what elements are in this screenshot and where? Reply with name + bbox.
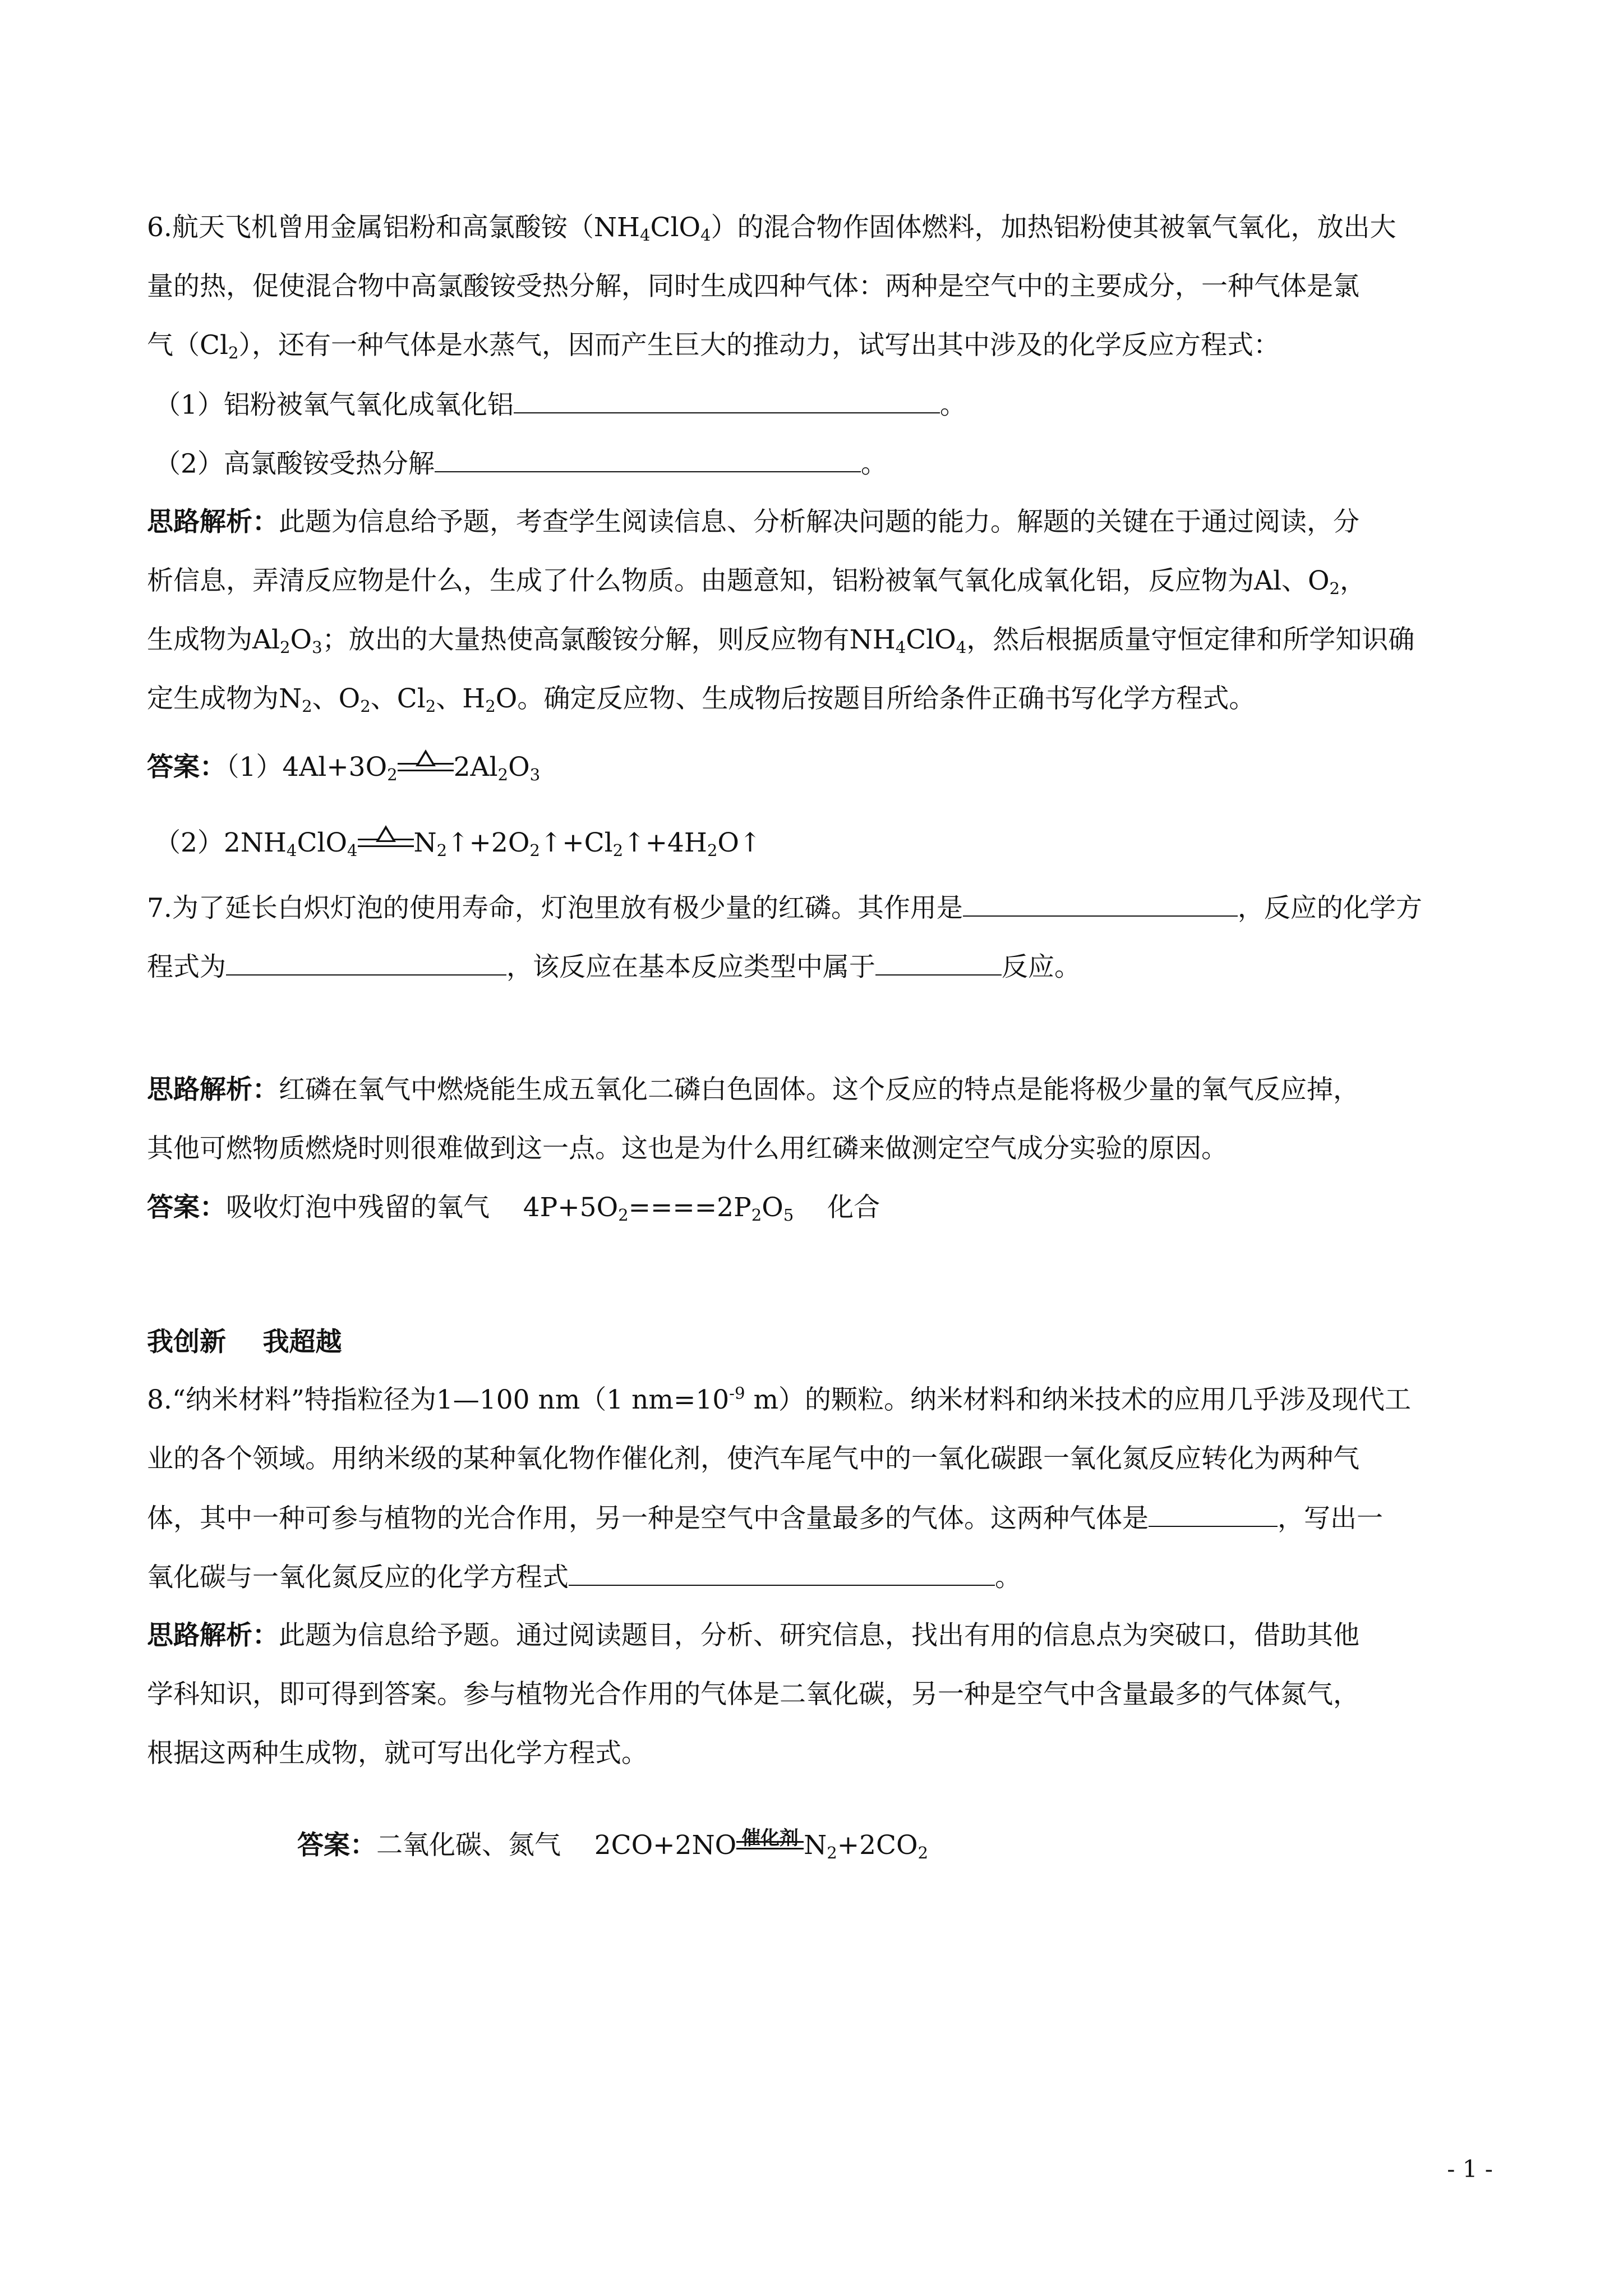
heating-equals-sign [358, 827, 414, 859]
answer-blank[interactable] [875, 951, 1002, 976]
answer8-line: 答案：二氧化碳、氮气 2CO+2NO 催化剂 $N_2+2CO_2$ [297, 1826, 929, 1863]
heating-equals-sign [398, 752, 454, 783]
analysis6-line-3: 生成物为$Al_2O_3$；放出的大量热使高氯酸铵分解，则反应物有$NH_4ClO_4$，然后根据质量守恒定律和所学知识确 [147, 624, 1415, 657]
answer-blank[interactable] [514, 389, 940, 413]
answer-blank[interactable] [963, 892, 1238, 917]
answer-blank[interactable] [569, 1561, 995, 1586]
q6-line-2: 量的热，促使混合物中高氯酸铵受热分解，同时生成四种气体：两种是空气中的主要成分，一种气体是氯 [147, 271, 1359, 302]
q6-subquestion-2: （2）高氯酸铵受热分解 。 [154, 448, 887, 480]
q8-line-4: 氧化碳与一氧化氮反应的化学方程式 。 [147, 1562, 1021, 1593]
q6-line-1: 6.航天飞机曾用金属铝粉和高氯酸铵$(NH_4ClO_4)$的混合物作固体燃料，加热铝粉使其被氧气氧化，放出大 [147, 212, 1396, 245]
analysis6-line-1: 思路解析：此题为信息给予题，考查学生阅读信息、分析解决问题的能力。解题的关键在于通过阅读，分 [147, 507, 1359, 537]
analysis6-line-2: 析信息，弄清反应物是什么，生成了什么物质。由题意知，铝粉被氧气氧化成氧化铝，反应物为Al、$O_2$， [147, 565, 1367, 599]
page-number: - 1 - [1447, 2155, 1493, 2183]
answer6-equation-2: $(2)2NH_4ClO_4$ $N_2↑+2O_2↑+Cl_2↑+4H_2O↑$ [154, 827, 761, 859]
answer7-line: 答案：吸收灯泡中残留的氧气 $4P+5O_2====2P_2O_5$ 化合 [147, 1192, 880, 1225]
q8-line-1: 8.“纳米材料”特指粒径为1—100 nm（1 $nm=10^{-9}$ m）的颗粒。纳米材料和纳米技术的应用几乎涉及现代工 [147, 1383, 1412, 1415]
analysis6-line-4: 定生成物为$N_2$、$O_2$、$Cl_2$、$H_2O$。确定反应物、生成物后按题目所给条件正确书写化学方程式。 [147, 683, 1256, 716]
section-heading: 我创新 我超越 [147, 1327, 342, 1358]
heat-triangle-icon [376, 825, 396, 842]
q8-line-2: 业的各个领域。用纳米级的某种氧化物作催化剂，使汽车尾气中的一氧化碳跟一氧化氮反应转化为两种气 [147, 1443, 1359, 1474]
q6-subquestion-1: （1）铝粉被氧气氧化成氧化铝 。 [154, 389, 966, 421]
q6-line-3: 气$(Cl_2)$，还有一种气体是水蒸气，因而产生巨大的推动力，试写出其中涉及的化学反应方程式： [147, 330, 1280, 363]
analysis7-line-2: 其他可燃物质燃烧时则很难做到这一点。这也是为什么用红磷来做测定空气成分实验的原因。 [147, 1133, 1228, 1164]
analysis7-line-1: 思路解析：红磷在氧气中燃烧能生成五氧化二磷白色固体。这个反应的特点是能将极少量的氧气反应掉， [147, 1074, 1359, 1105]
catalyst-equals-sign [736, 1826, 804, 1861]
answer-label: 答案： [297, 1830, 376, 1861]
answer-blank[interactable] [226, 951, 506, 976]
analysis8-line-1: 思路解析：此题为信息给予题。通过阅读题目，分析、研究信息，找出有用的信息点为突破口，借助其他 [147, 1620, 1359, 1651]
analysis-label: 思路解析： [147, 1620, 279, 1651]
heat-triangle-icon [416, 749, 436, 766]
answer-blank[interactable] [435, 448, 861, 472]
q7-line-1: 7.为了延长白炽灯泡的使用寿命，灯泡里放有极少量的红磷。其作用是 ，反应的化学方 [147, 892, 1422, 924]
analysis-label: 思路解析： [147, 507, 279, 537]
answer-label: 答案： [147, 1192, 226, 1223]
analysis-label: 思路解析： [147, 1074, 279, 1105]
analysis8-line-2: 学科知识，即可得到答案。参与植物光合作用的气体是二氧化碳，另一种是空气中含量最多的气体氮气， [147, 1679, 1359, 1710]
answer6-equation-1: 答案：$(1)4Al+3O_2$ $2Al_2O_3$ [147, 752, 540, 783]
analysis8-line-3: 根据这两种生成物，就可写出化学方程式。 [147, 1738, 648, 1769]
catalyst-label: 催化剂 [741, 1826, 799, 1849]
q8-line-3: 体，其中一种可参与植物的光合作用，另一种是空气中含量最多的气体。这两种气体是 ，写出一 [147, 1503, 1383, 1534]
answer-label: 答案： [147, 752, 226, 783]
q7-line-2: 程式为 ，该反应在基本反应类型中属于 反应。 [147, 951, 1081, 983]
answer-blank[interactable] [1149, 1502, 1278, 1527]
